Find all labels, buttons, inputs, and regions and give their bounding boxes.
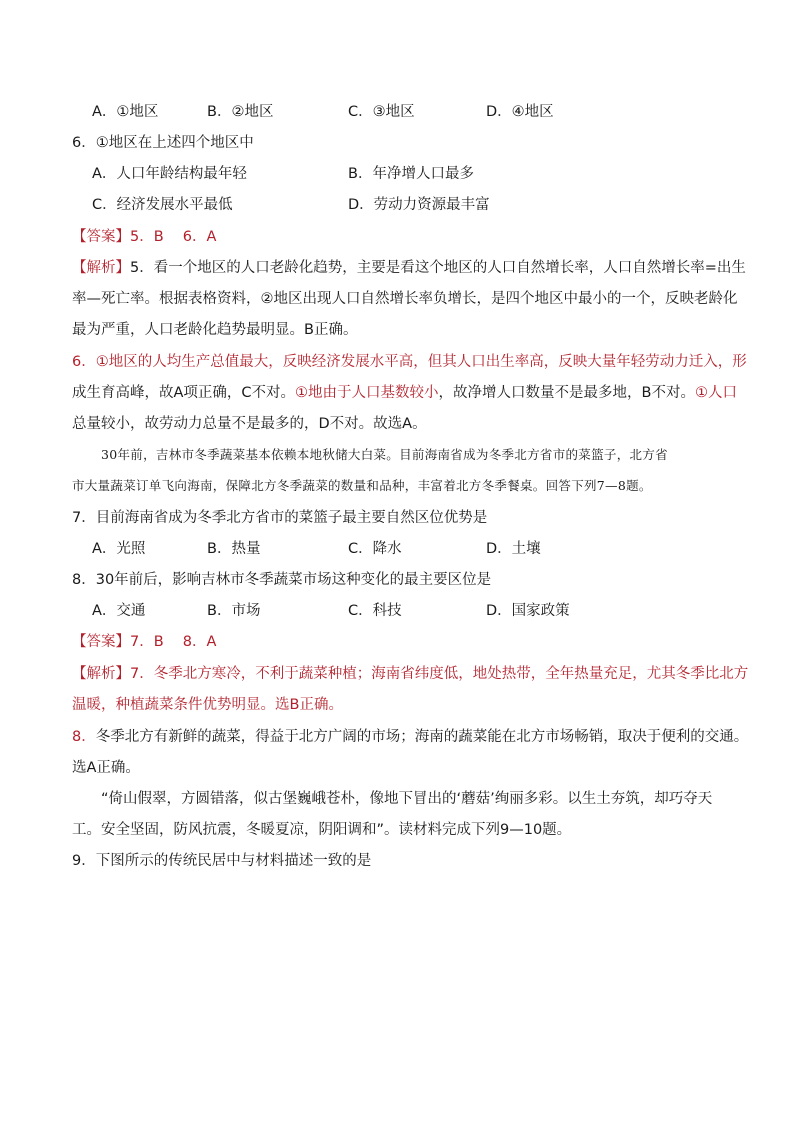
analysis-2-q8-line-2: 选A正确。 [72, 760, 140, 776]
q5-option-d: D．④地区 [486, 104, 554, 120]
answer-text: 7．B 8．A [130, 634, 217, 650]
analysis-2-text: 7．冬季北方寒冷，不利于蔬菜种植；海南省纬度低，地处热带，全年热量充足，尤其冬季比北方 [130, 666, 749, 682]
analysis-1-q6-seg-a: 成生育高峰，故A项正确，C不对。 [72, 385, 296, 401]
answer-block-1 [72, 227, 216, 247]
q5-option-b: B．②地区 [207, 104, 274, 120]
analysis-2-q8-text: 冬季北方有新鲜的蔬菜，得益于北方广阔的市场；海南的蔬菜能在北方市场畅销，取决于便利的交通。 [95, 729, 749, 745]
q5-option-c: C．③地区 [348, 104, 415, 120]
analysis-1-text: 5．看一个地区的人口老龄化趋势，主要是看这个地区的人口自然增长率，人口自然增长率=出生 [130, 260, 746, 276]
q7-stem: 7．目前海南省成为冬季北方省市的菜篮子最主要自然区位优势是 [72, 510, 488, 526]
q7-option-a: A．光照 [92, 541, 146, 557]
analysis-1-line-1 [72, 258, 746, 278]
analysis-1-q6-seg-c: ，故净增人口数量不是最多地，B不对。 [438, 385, 695, 401]
analysis-1-line-3: 最为严重，人口老龄化趋势最明显。B正确。 [72, 322, 358, 338]
q8-option-a: A．交通 [92, 603, 146, 619]
q6-option-c: C．经济发展水平最低 [92, 197, 233, 213]
q8-option-c: C．科技 [348, 603, 402, 619]
analysis-2-q8-line-1 [72, 727, 748, 747]
q6-option-d: D．劳动力资源最丰富 [348, 197, 490, 213]
material-3-line-1: “倚山假翠，方圆错落，似古堡巍峨苍朴，像地下冒出的‘蘑菇’绚丽多彩。以生土夯筑，却巧夺天 [101, 791, 713, 807]
analysis-tag: 【解析】 [72, 260, 130, 276]
q6-stem: 6．①地区在上述四个地区中 [72, 135, 254, 151]
material-2-line-2: 市大量蔬菜订单飞向海南，保障北方冬季蔬菜的数量和品种，丰富着北方冬季餐桌。回答下列7—8题。 [72, 478, 652, 493]
q8-option-b: B．市场 [207, 603, 261, 619]
material-3-line-2: 工。安全坚固，防风抗震，冬暖夏凉，阴阳调和”。读材料完成下列9—10题。 [72, 822, 572, 838]
analysis-tag: 【解析】 [72, 666, 130, 682]
q6-option-b: B．年净增人口最多 [348, 166, 474, 182]
analysis-1-q6-line-1: 6．①地区的人均生产总值最大，反映经济发展水平高，但其人口出生率高，反映大量年轻劳动力迁入，形 [72, 354, 747, 370]
q5-option-a: A．①地区 [92, 104, 159, 120]
answer-tag: 【答案】 [72, 634, 130, 650]
answer-block-2 [72, 632, 216, 652]
analysis-2-line-2: 温暖，种植蔬菜条件优势明显。选B正确。 [72, 697, 343, 713]
analysis-1-q6-line-3: 总量较小，故劳动力总量不是最多的，D不对。故选A。 [72, 416, 427, 432]
answer-tag: 【答案】 [72, 229, 130, 245]
q8-option-d: D．国家政策 [486, 603, 570, 619]
analysis-1-q6-seg-b: ①地由于人口基数较小 [295, 385, 439, 401]
q6-option-a: A．人口年龄结构最年轻 [92, 166, 247, 182]
analysis-1-line-2: 率—死亡率。根据表格资料，②地区出现人口自然增长率负增长，是四个地区中最小的一个，反映老龄化 [72, 291, 738, 307]
answer-text: 5．B 6．A [130, 229, 217, 245]
q9-stem: 9．下图所示的传统民居中与材料描述一致的是 [72, 853, 372, 869]
q7-option-d: D．土壤 [486, 541, 541, 557]
material-2-line-1: 30年前，吉林市冬季蔬菜基本依赖本地秋储大白菜。目前海南省成为冬季北方省市的菜篮子，北方省 [101, 447, 668, 462]
analysis-1-q6-line-2 [72, 383, 737, 403]
analysis-2-line-1 [72, 664, 748, 684]
q7-option-c: C．降水 [348, 541, 402, 557]
q8-stem: 8．30年前后，影响吉林市冬季蔬菜市场这种变化的最主要区位是 [72, 572, 492, 588]
analysis-1-q6-seg-d: ①人口 [695, 385, 737, 401]
q7-option-b: B．热量 [207, 541, 261, 557]
analysis-2-q8-num: 8． [72, 729, 96, 745]
